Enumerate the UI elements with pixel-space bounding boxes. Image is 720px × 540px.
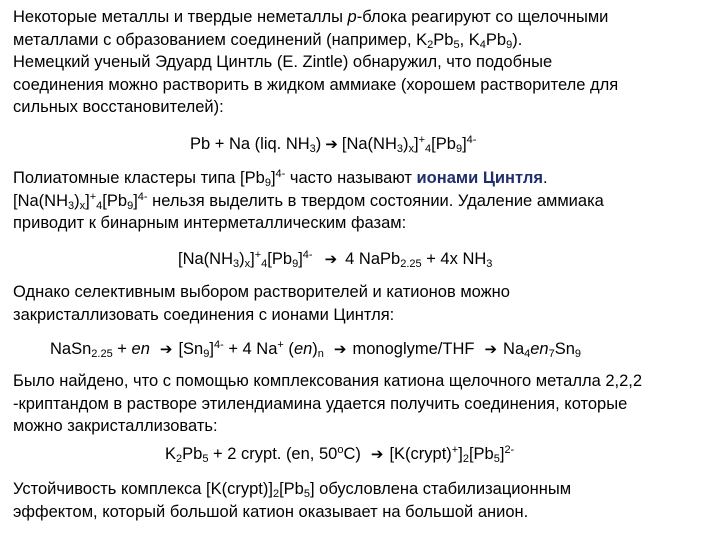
subscript: 5	[493, 453, 500, 465]
subscript: 9	[264, 177, 271, 189]
equation-1	[190, 133, 476, 155]
formula-text: + 4 Na	[223, 340, 278, 358]
text: часто называют	[285, 169, 417, 187]
subscript: x	[408, 143, 415, 155]
formula-text: )	[312, 340, 318, 358]
superscript: +	[277, 339, 284, 351]
superscript: +	[254, 249, 262, 261]
superscript: 4-	[137, 190, 148, 203]
text: ]	[270, 169, 276, 187]
text-line: Немецкий ученый Эдуард Цинтль (E. Zintle) обнаружил, что подобные	[13, 53, 553, 71]
text: Некоторые металлы и твердые неметаллы	[13, 8, 348, 26]
equation-4	[165, 443, 514, 465]
formula-text: ]	[209, 340, 214, 358]
text: нельзя выделить в твердом состоянии. Удаление аммиака	[147, 191, 604, 210]
formula-text: en	[530, 340, 549, 358]
reaction-arrow-icon: ➔	[159, 340, 173, 358]
subscript: 4	[425, 143, 432, 155]
stability-paragraph	[13, 478, 713, 523]
subscript: 2	[272, 488, 280, 500]
subscript: 2	[176, 453, 183, 465]
formula-text: 4 NaPb	[345, 250, 401, 268]
subscript: 4	[524, 348, 531, 360]
text: p	[347, 8, 357, 26]
formula-text: )	[403, 135, 409, 153]
formula-text: )	[239, 250, 245, 268]
text-line: соединения можно растворить в жидком аммиаке (хорошем растворителе для	[13, 75, 619, 94]
superscript: +	[89, 190, 97, 203]
subscript: 3	[233, 258, 240, 270]
subscript: n	[317, 348, 324, 360]
formula-text: NaSn	[50, 340, 92, 358]
text: Устойчивость комплекса [K(crypt)]	[13, 480, 273, 498]
formula-text: + 4x NH	[421, 250, 487, 268]
text: )	[74, 191, 80, 210]
subscript: 3	[309, 143, 316, 155]
selective-paragraph	[13, 281, 713, 326]
formula-text: ]	[250, 250, 255, 268]
formula-text: ]	[298, 250, 303, 268]
text-line: Однако селективным выбором растворителей и катионов можно	[13, 283, 510, 301]
subscript: 9	[292, 258, 299, 270]
superscript: +	[418, 134, 426, 146]
superscript: 4-	[275, 168, 286, 180]
text: металлами с образованием соединений (например, K	[13, 30, 428, 49]
formula-text: [Pb	[431, 135, 456, 153]
subscript: 9	[574, 348, 582, 360]
subscript: 2.25	[91, 348, 113, 360]
superscript: +	[451, 444, 459, 456]
formula-text: C)	[343, 445, 361, 463]
subscript: 4	[96, 199, 103, 212]
text-line	[13, 190, 713, 213]
subscript: 2	[427, 38, 434, 51]
text-line	[13, 167, 713, 190]
formula-text: ]	[458, 445, 463, 463]
subscript: 9	[127, 199, 134, 212]
subscript: 9	[506, 38, 513, 51]
subscript: 5	[202, 453, 209, 465]
equation-3	[50, 338, 581, 360]
formula-text: [K(crypt)	[389, 445, 452, 463]
formula-text: [Na(NH	[178, 250, 234, 268]
superscript: 4-	[213, 339, 224, 351]
formula-text: monoglyme/THF	[352, 340, 475, 358]
text-line: закристаллизовать соединения с ионами Цинтля:	[13, 305, 395, 324]
formula-text: ]	[462, 135, 467, 153]
text: Pb	[433, 30, 454, 49]
formula-text: +	[112, 340, 132, 358]
reaction-arrow-icon: ➔	[333, 340, 347, 358]
subscript: 5	[303, 488, 310, 500]
text-line: приводит к бинарным интерметаллическим фазам:	[13, 214, 407, 232]
text-line: эффектом, который большой катион оказывает на большой анион.	[13, 502, 529, 521]
text: ]	[85, 191, 90, 210]
text: ]	[133, 191, 138, 210]
intro-paragraph	[13, 6, 713, 119]
reaction-arrow-icon: ➔	[324, 250, 338, 268]
formula-text: ]	[414, 135, 419, 153]
formula-text: [Na(NH	[341, 135, 397, 153]
reaction-arrow-icon: ➔	[484, 340, 498, 358]
formula-text: [Pb	[468, 445, 494, 463]
text-line	[13, 29, 713, 52]
text: ).	[512, 30, 523, 49]
text: ] обусловлена стабилизационным	[309, 480, 572, 498]
text: Pb	[485, 30, 507, 49]
superscript: 2-	[504, 444, 515, 456]
text: -блока реагируют со щелочными	[356, 8, 609, 26]
text-line: Было найдено, что с помощью комплексования катиона щелочного металла 2,2,2	[13, 372, 643, 390]
superscript: 4-	[466, 134, 477, 146]
equation-2	[178, 248, 492, 270]
highlighted-term: ионами Цинтля	[416, 169, 543, 187]
formula-text: + 2 crypt. (en, 50	[208, 445, 338, 463]
formula-text: en	[293, 340, 313, 358]
text-line	[13, 6, 713, 29]
text: , K	[459, 30, 480, 49]
subscript: x	[79, 199, 86, 212]
formula-text: (	[283, 340, 294, 358]
formula-text: Sn	[554, 340, 575, 358]
formula-text: ]	[499, 445, 505, 463]
cryptand-paragraph	[13, 370, 713, 438]
subscript: 3	[396, 143, 404, 155]
text: [Na(NH	[13, 191, 69, 210]
subscript: 3	[486, 258, 493, 270]
text-line: сильных восстановителей):	[13, 98, 224, 116]
subscript: 2.25	[400, 258, 422, 270]
formula-text: Na	[503, 340, 525, 358]
subscript: x	[244, 258, 251, 270]
reaction-arrow-icon: ➔	[370, 445, 384, 463]
formula-text: K	[165, 445, 177, 463]
text-line	[13, 478, 713, 501]
reaction-arrow-icon: ➔	[325, 135, 338, 153]
formula-text: [Pb	[267, 250, 293, 268]
text: .	[542, 169, 548, 187]
subscript: 7	[548, 348, 555, 360]
superscript: o	[337, 444, 344, 456]
subscript: 3	[68, 199, 75, 212]
zintl-paragraph	[13, 167, 713, 235]
subscript: 2	[462, 453, 469, 465]
text-line: можно закристаллизовать:	[13, 417, 218, 435]
formula-text: Pb + Na (liq. NH	[190, 135, 310, 153]
superscript: 4-	[302, 249, 313, 261]
subscript: 5	[453, 38, 460, 51]
formula-text: )	[315, 135, 322, 153]
text: Полиатомные кластеры типа [Pb	[13, 169, 265, 187]
formula-text: [Sn	[178, 340, 204, 358]
text-line: -криптандом в растворе этилендиамина удается получить соединения, которые	[13, 394, 628, 413]
formula-text: en	[131, 340, 150, 358]
text: [Pb	[279, 480, 304, 498]
subscript: 9	[203, 348, 210, 360]
subscript: 4	[479, 38, 486, 51]
text: [Pb	[102, 191, 128, 210]
formula-text: Pb	[182, 445, 203, 463]
subscript: 4	[261, 258, 268, 270]
subscript: 9	[455, 143, 463, 155]
